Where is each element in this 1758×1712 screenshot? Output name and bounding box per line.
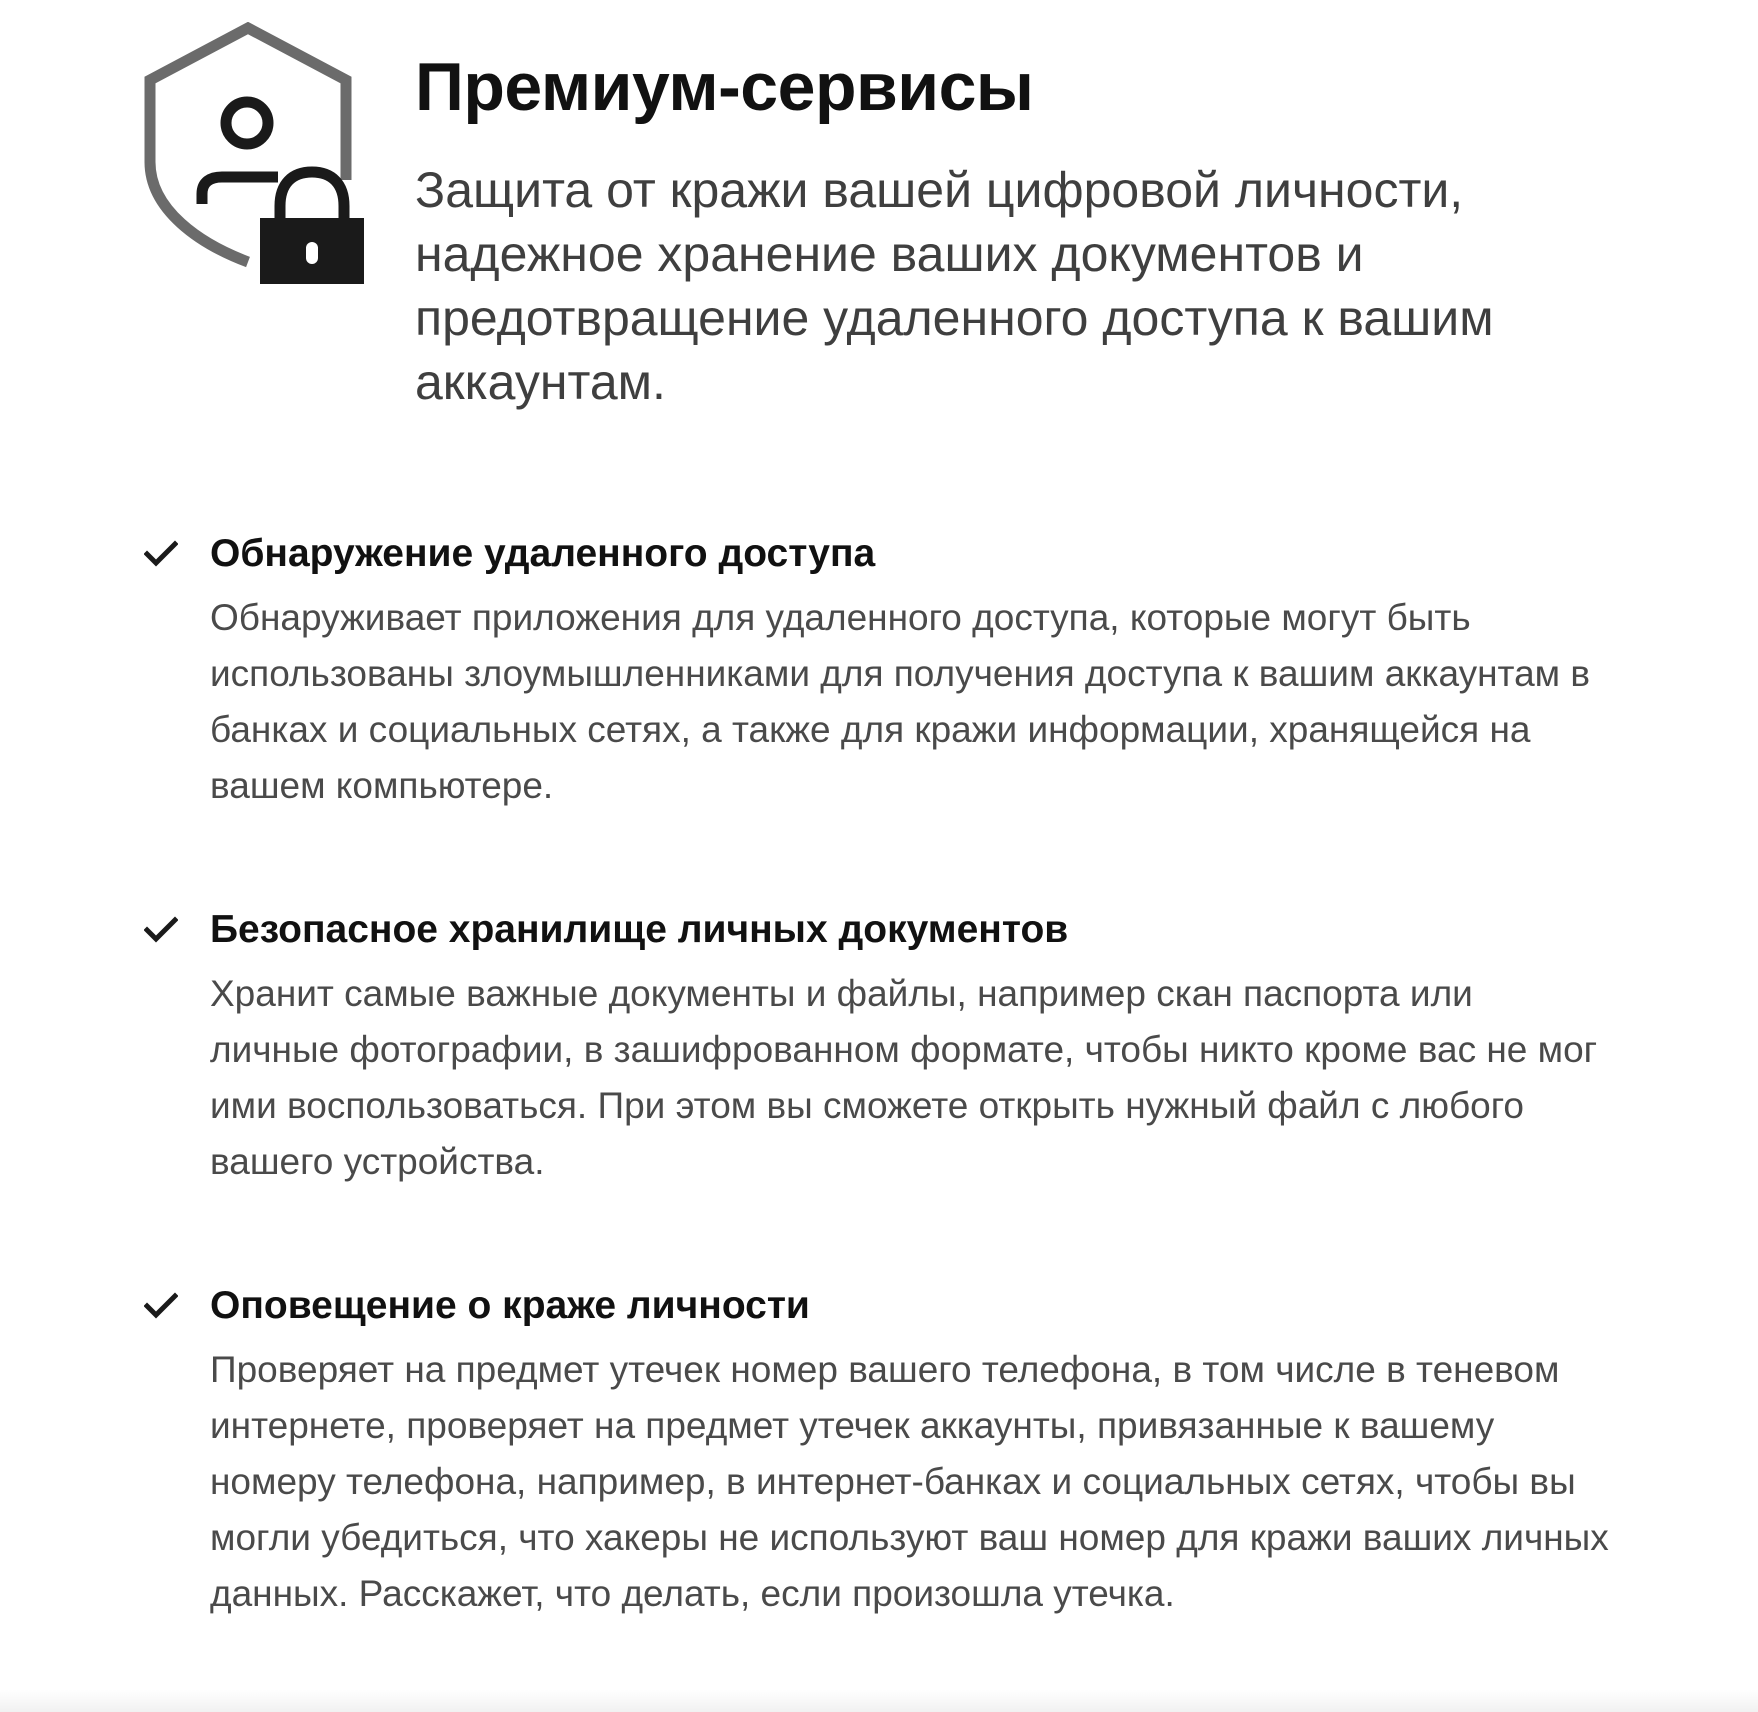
feature-title: Безопасное хранилище личных документов bbox=[210, 908, 1069, 951]
feature-description: Хранит самые важные документы и файлы, например скан паспорта или личные фотографии, в зашифрованном формате, чтобы никто кроме вас не мог ими воспользоваться. При этом вы сможете открыть нужный файл с любого вашего устройства. bbox=[210, 973, 1598, 1182]
page-subtitle: Защита от кражи вашей цифровой личности, надежное хранение ваших документов и предотвращение удаленного доступа к вашим аккаунтам. bbox=[415, 162, 1494, 410]
feature-description: Обнаруживает приложения для удаленного доступа, которые могут быть использованы злоумышленниками для получения доступа к вашим аккаунтам в банках и социальных сетях, а также для кражи информации, хранящейся на вашем компьютере. bbox=[210, 597, 1591, 806]
check-icon bbox=[144, 916, 178, 944]
check-icon bbox=[144, 540, 178, 568]
page-title: Премиум-сервисы bbox=[415, 49, 1034, 125]
feature-description: Проверяет на предмет утечек номер вашего телефона, в том числе в теневом интернете, проверяет на предмет утечек аккаунты, привязанные к вашему номеру телефона, например, в интернет-банках и социальных сетях, чтобы вы могли убедиться, что хакеры не используют ваш номер для кражи ваших личных данных. Расскажет, что делать, если произошла утечка. bbox=[210, 1349, 1609, 1614]
feature-title: Оповещение о краже личности bbox=[210, 1284, 810, 1327]
check-icon bbox=[144, 1292, 178, 1320]
feature-title: Обнаружение удаленного доступа bbox=[210, 532, 876, 575]
shield-user-lock-icon bbox=[140, 22, 380, 292]
bottom-edge-shade bbox=[0, 1690, 1758, 1712]
